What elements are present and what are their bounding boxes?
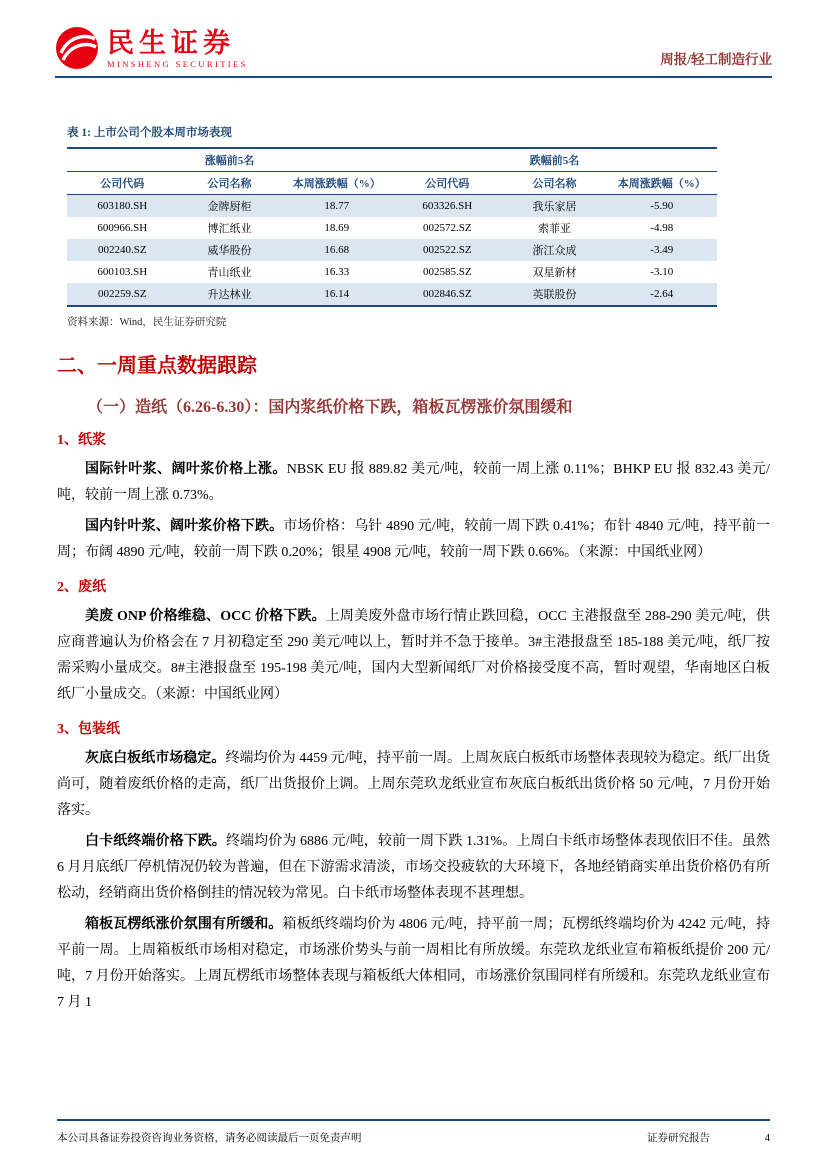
paragraph-body: 上周美废外盘市场行情止跌回稳，OCC 主港报盘至 288-290 美元/吨，供应商普遍认为价格会在 7 月初稳定至 290 美元/吨以上，暂时并不急于接单。3#主港报盘至 185-188 美元/吨，纸厂按需采购小量成交。8#主港报盘至 195-198 美元/吨，国内大型新闻纸厂对价格接受度不高，暂时观望，华南地区白板纸厂小量成交。（来源：中国纸业网） [57,609,770,702]
table-row [67,283,717,306]
paragraph-greyback [57,746,770,824]
table-cell: 002572.SZ [422,222,472,234]
stock-performance-table [67,147,717,307]
column-header-name-down: 公司名称 [503,172,607,195]
paragraph-body: NBSK EU 报 889.82 美元/吨，较前一周上涨 0.11%；BHKP EU 报 832.43 美元/吨，较前一周上涨 0.73%。 [57,462,771,503]
table-cell: -3.49 [650,244,674,256]
table-cell: 16.33 [324,266,350,278]
table-body [67,195,717,307]
paragraph-containerboard [57,912,770,1016]
page-content [0,124,827,1016]
table-cell: 002259.SZ [97,288,147,300]
paragraph-lead: 国内针叶浆、阔叶浆价格下跌。 [85,519,284,534]
column-header-chg-down: 本周涨跌幅（%） [607,172,718,195]
table-cell: 青山纸业 [207,267,252,279]
table-cell: -4.98 [650,222,674,234]
page-footer [57,1119,770,1145]
table-cell: 603326.SH [422,200,473,212]
paragraph-pulp-domestic [57,514,770,566]
paragraph-lead: 美废 ONP 价格维稳、OCC 价格下跌。 [85,609,326,624]
table-cell: 600966.SH [97,222,148,234]
footer-rule [57,1119,770,1121]
block-heading-pulp: 1、纸浆 [57,433,106,448]
table-cell: 600103.SH [97,266,148,278]
block-heading-wastepaper: 2、废纸 [57,580,106,595]
group-header-losers: 跌幅前5名 [392,148,717,172]
column-header-code-down: 公司代码 [392,172,503,195]
footer-report-label: 证券研究报告 [647,1133,710,1144]
logo-text [107,28,248,69]
column-header-code-up: 公司代码 [67,172,178,195]
table-cell: 双星新材 [532,267,577,279]
table-row [67,195,717,218]
paragraph-wastepaper [57,604,770,708]
table-row [67,261,717,283]
table-row [67,217,717,239]
paragraph-body: 箱板纸终端均价为 4806 元/吨，持平前一周；瓦楞纸终端均价为 4242 元/吨，持平前一周。上周箱板纸市场相对稳定，市场涨价势头与前一周相比有所放缓。东莞玖龙纸业宣布箱板纸提价 200 元/吨，7 月份开始落实。上周瓦楞纸市场整体表现与箱板纸大体相同，市场涨价氛围同样有所缓和。东莞玖龙纸业宣布 7 月 1 [57,917,771,1010]
table-cell: 002585.SZ [422,266,472,278]
paragraph-body: 市场价格：乌针 4890 元/吨，较前一周下跌 0.41%；布针 4840 元/吨，持平前一周；布阔 4890 元/吨，较前一周下跌 0.20%；银星 4908 元/吨，较前一周下跌 0.66%。（来源：中国纸业网） [57,519,770,560]
table-column-header-row [67,172,717,195]
table-cell: 16.14 [324,288,350,300]
table-cell: 升达林业 [207,289,252,301]
table-cell: -2.64 [650,288,674,300]
table-cell: 002846.SZ [422,288,472,300]
block-heading-packaging: 3、包装纸 [57,722,120,737]
table-title: 表 1: 上市公司个股本周市场表现 [67,127,232,139]
paragraph-lead: 灰底白板纸市场稳定。 [85,751,226,766]
paragraph-lead: 白卡纸终端价格下跌。 [85,834,226,849]
group-header-gainers: 涨幅前5名 [67,148,392,172]
table-cell: 浙江众成 [532,245,577,257]
report-type-label: 周报/轻工制造行业 [660,52,772,67]
table-cell: 英联股份 [532,289,577,301]
table-cell: -5.90 [650,200,674,212]
table-cell: 603180.SH [97,200,148,212]
table-cell: 威华股份 [207,245,252,257]
page-number: 4 [764,1133,770,1144]
footer-row [57,1130,770,1145]
table-row [67,239,717,261]
column-header-chg-up: 本周涨跌幅（%） [282,172,393,195]
section-heading: 二、一周重点数据跟踪 [57,355,257,377]
paragraph-body: 终端均价为 4459 元/吨，持平前一周。上周灰底白板纸市场整体表现较为稳定。纸厂出货尚可，随着废纸价格的走高，纸厂出货报价上调。上周东莞玖龙纸业宣布灰底白板纸出货价格 50 元/吨，7 月份开始落实。 [57,751,771,818]
table-cell: 18.69 [324,222,350,234]
table-cell: 002522.SZ [422,244,472,256]
table-cell: 002240.SZ [97,244,147,256]
table-cell: -3.10 [650,266,674,278]
table-cell: 金牌厨柜 [207,201,252,213]
stock-table-section [57,124,770,329]
paragraph-body: 终端均价为 6886 元/吨，较前一周下跌 1.31%。上周白卡纸市场整体表现依旧不佳。虽然 6 月月底纸厂停机情况仍较为普遍，但在下游需求清淡，市场交投疲软的大环境下，各地经销商实单出货价格仍有所松动，经销商出货价格倒挂的情况较为常见。白卡纸市场整体表现不甚理想。 [57,834,770,901]
table-cell: 16.68 [324,244,350,256]
page-header [55,0,772,78]
column-header-name-up: 公司名称 [178,172,282,195]
table-cell: 我乐家居 [532,201,577,213]
table-cell: 博汇纸业 [207,223,252,235]
logo-cn-label: 民生证券 [107,27,235,58]
paragraph-pulp-intl [57,457,770,509]
paragraph-lead: 国际针叶浆、阔叶浆价格上涨。 [85,462,287,477]
table-group-header-row [67,148,717,172]
minsheng-logo [55,26,248,70]
subsection-heading: （一）造纸（6.26-6.30）：国内浆纸价格下跌，箱板瓦楞涨价氛围缓和 [87,399,573,416]
paragraph-lead: 箱板瓦楞纸涨价氛围有所缓和。 [85,917,283,932]
table-cell: 18.77 [324,200,350,212]
footer-disclaimer: 本公司具备证券投资咨询业务资格，请务必阅读最后一页免责声明 [57,1133,362,1144]
table-cell: 索菲亚 [538,223,571,235]
minsheng-emblem-icon [55,26,99,70]
paragraph-ivoryboard [57,829,770,907]
logo-en-label: MINSHENG SECURITIES [107,58,248,69]
table-source-note: 资料来源：Wind，民生证券研究院 [67,317,227,328]
